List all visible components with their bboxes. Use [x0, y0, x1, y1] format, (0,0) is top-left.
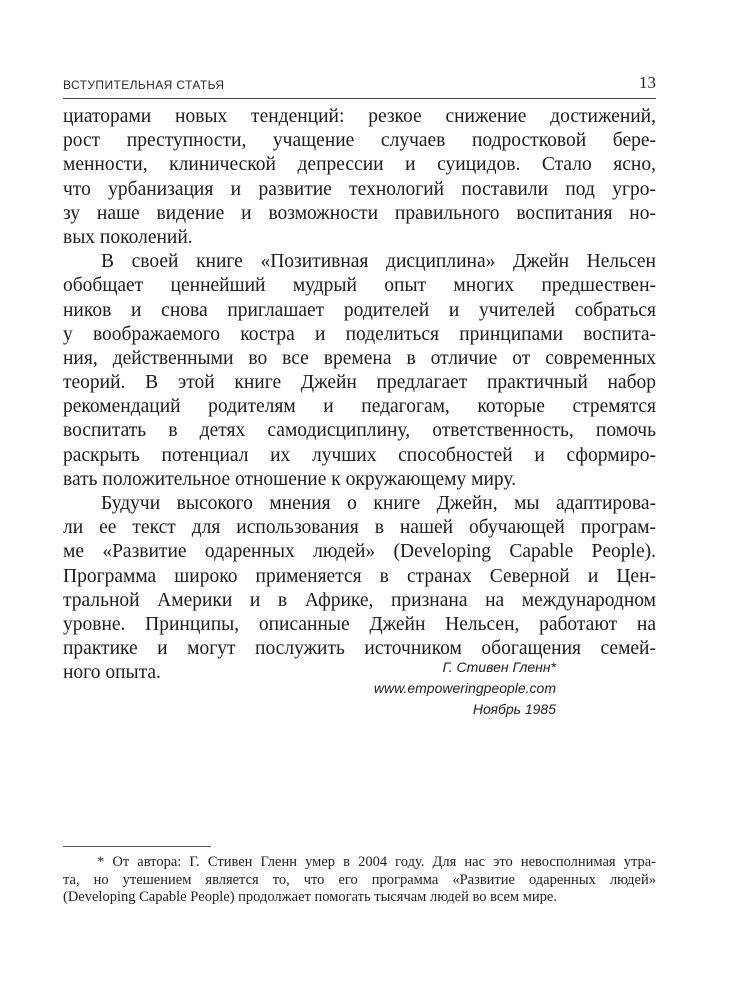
text-line: практике и могут послужить источником обогащения семей-	[63, 638, 656, 660]
text-line: Программа широко применяется в странах Северной и Цен-	[63, 565, 656, 587]
signature-author: Г. Стивен Гленн*	[442, 659, 556, 675]
text-line: тральной Америки и в Африке, признана на международном	[63, 589, 656, 611]
text-line: Будучи высокого мнения о книге Джейн, мы адаптирова-	[101, 493, 656, 514]
text-line: ли ее текст для использования в нашей обучающей програм-	[63, 517, 656, 539]
paragraph-1	[63, 105, 656, 250]
main-text	[63, 105, 656, 686]
paragraph-2	[63, 250, 656, 492]
footnote	[63, 854, 656, 907]
text-line: ного опыта.	[63, 662, 161, 684]
text-line: рекомендаций родителям и педагогам, которые стремятся	[63, 396, 656, 418]
running-title: ВСТУПИТЕЛЬНАЯ СТАТЬЯ	[63, 78, 225, 92]
text-line: теорий. В этой книге Джейн предлагает практичный набор	[63, 372, 656, 394]
text-line: циаторами новых тенденций: резкое снижение достижений,	[63, 106, 656, 127]
paragraph-3	[63, 492, 656, 686]
text-line: уровне. Принципы, описанные Джейн Нельсен, работают на	[63, 613, 656, 635]
running-head	[63, 72, 656, 96]
text-line: В своей книге «Позитивная дисциплина» Джейн Нельсен	[101, 251, 656, 273]
footnote-line: (Developing Capable People) продолжает помогать тысячам людей во всем мире.	[63, 889, 557, 905]
text-line: раскрыть потенциал их лучших способностей и сформиро-	[63, 444, 656, 466]
text-line: вать положительное отношение к окружающему миру.	[63, 468, 517, 490]
text-line: воспитать в детях самодисциплину, ответственность, помочь	[63, 420, 656, 442]
signature-block	[374, 657, 556, 720]
footnote-line: та, но утешением является то, что его программа «Развитие одаренных людей»	[63, 871, 656, 888]
text-line: ния, действенными во все времена в отличие от современных	[63, 347, 656, 369]
signature-website: www.empoweringpeople.com	[373, 680, 556, 696]
text-line: что урбанизация и развитие технологий поставили под угро-	[63, 178, 656, 200]
text-line: у воображаемого костра и поделиться принципами воспита-	[63, 323, 656, 345]
text-line: рост преступности, учащение случаев подростковой бере-	[63, 130, 656, 152]
footnote-line: * От автора: Г. Стивен Гленн умер в 2004 году. Для нас это невосполнимая утра-	[97, 854, 656, 870]
text-line: зу наше видение и возможности правильного воспитания но-	[63, 202, 656, 224]
text-line: обобщает ценнейший мудрый опыт многих предшествен-	[63, 275, 656, 297]
signature-date: Ноябрь 1985	[472, 701, 556, 717]
text-line: вых поколений.	[63, 226, 193, 248]
page-number: 13	[639, 73, 656, 92]
footnote-rule	[63, 846, 211, 847]
text-line: ме «Развитие одаренных людей» (Developing Capable People).	[63, 541, 656, 563]
text-line: ников и снова приглашает родителей и учителей собраться	[63, 299, 656, 321]
text-line: менности, клинической депрессии и суицидов. Стало ясно,	[63, 154, 656, 176]
header-rule	[63, 98, 656, 99]
